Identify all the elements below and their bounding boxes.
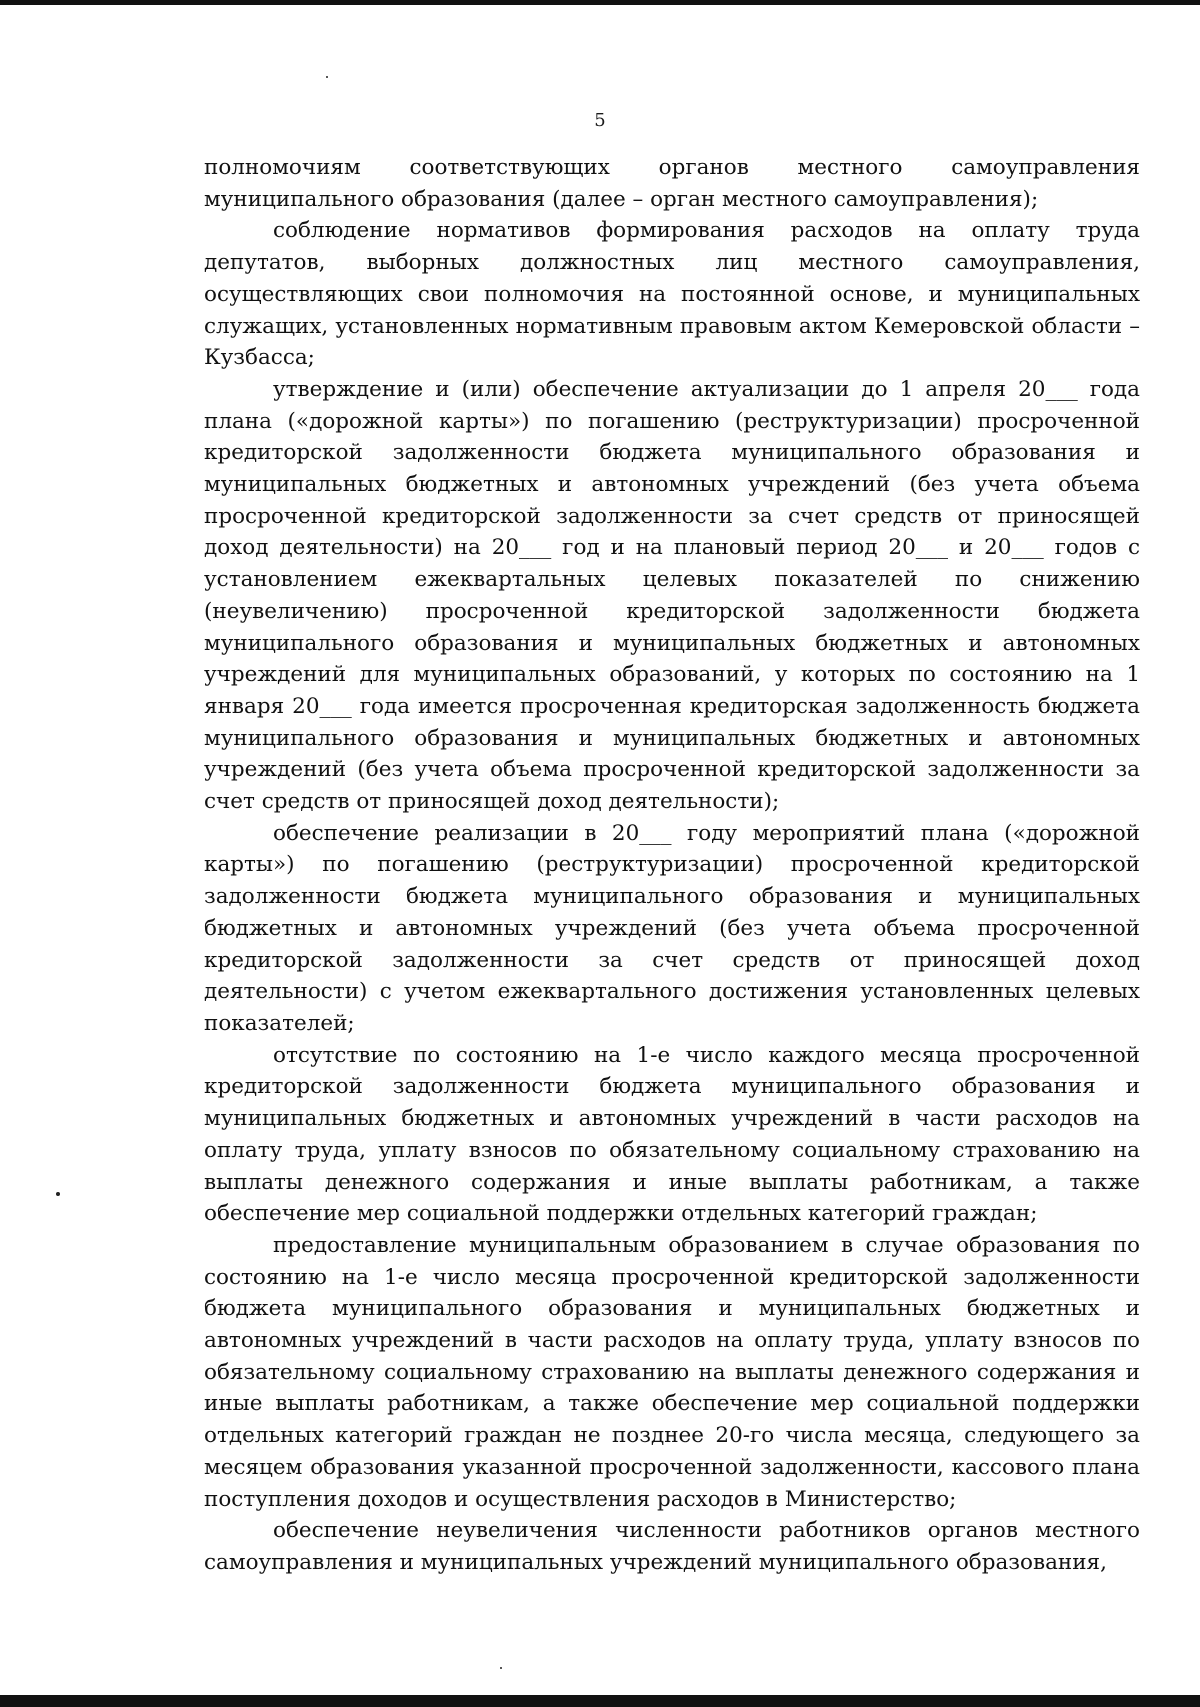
scan-speck <box>56 1192 60 1196</box>
paragraph-staff-limit: обеспечение неувеличения численности работников органов местного самоуправления и муниципальных учреждений муниципального образования, <box>204 1518 1140 1575</box>
scan-speck <box>326 76 328 78</box>
paragraph-roadmap-implementation: обеспечение реализации в 20___ году мероприятий плана («дорожной карты») по погашению (реструктуризации) просроченной кредиторской задолженности бюджета муниципального образования и муниципальных бюджетных и автономных учреждений (без учета объема просроченной кредиторской задолженности за счет средств от приносящей доход деятельности) с учетом ежеквартального достижения установленных целевых показателей; <box>204 820 1140 1036</box>
document-body <box>204 152 1140 1579</box>
paragraph-no-overdue-debt: отсутствие по состоянию на 1-е число каждого месяца просроченной кредиторской задолженности бюджета муниципального образования и муниципальных бюджетных и автономных учреждений в части расходов на оплату труда, уплату взносов по обязательному социальному страхованию на выплаты денежного содержания и иные выплаты работникам, а также обеспечение мер социальной поддержки отдельных категорий граждан; <box>204 1042 1140 1227</box>
page-number: 5 <box>594 110 606 131</box>
paragraph-cash-plan-submission: предоставление муниципальным образованием в случае образования по состоянию на 1-е число месяца просроченной кредиторской задолженности бюджета муниципального образования и муниципальных бюджетных и автономных учреждений в части расходов на оплату труда, уплату взносов по обязательному социальному страхованию на выплаты денежного содержания и иные выплаты работникам, а также обеспечение мер социальной поддержки отдельных категорий граждан не позднее 20-го числа месяца, следующего за месяцем образования указанной просроченной задолженности, кассового плана поступления доходов и осуществления расходов в Министерство; <box>204 1232 1140 1512</box>
scan-bottom-edge <box>0 1695 1200 1707</box>
paragraph-salary-norms: соблюдение нормативов формирования расходов на оплату труда депутатов, выборных должностных лиц местного самоуправления, осуществляющих свои полномочия на постоянной основе, и муниципальных служащих, установленных нормативным правовым актом Кемеровской области – Кузбасса; <box>204 218 1140 371</box>
scan-speck <box>500 1667 502 1669</box>
paragraph-roadmap-approval: утверждение и (или) обеспечение актуализации до 1 апреля 20___ года плана («дорожной карты») по погашению (реструктуризации) просроченной кредиторской задолженности бюджета муниципального образования и муниципальных бюджетных и автономных учреждений (без учета объема просроченной кредиторской задолженности за счет средств от приносящей доход деятельности) на 20___ год и на плановый период 20___ и 20___ годов с установлением ежеквартальных целевых показателей по снижению (неувеличению) просроченной кредиторской задолженности бюджета муниципального образования и муниципальных бюджетных и автономных учреждений для муниципальных образований, у которых по состоянию на 1 января 20___ года имеется просроченная кредиторская задолженность бюджета муниципального образования и муниципальных бюджетных и автономных учреждений (без учета объема просроченной кредиторской задолженности за счет средств от приносящей доход деятельности); <box>204 376 1140 815</box>
paragraph-continuation: полномочиям соответствующих органов местного самоуправления муниципального образования (далее – орган местного самоуправления); <box>204 155 1140 212</box>
scan-top-edge <box>0 0 1200 5</box>
